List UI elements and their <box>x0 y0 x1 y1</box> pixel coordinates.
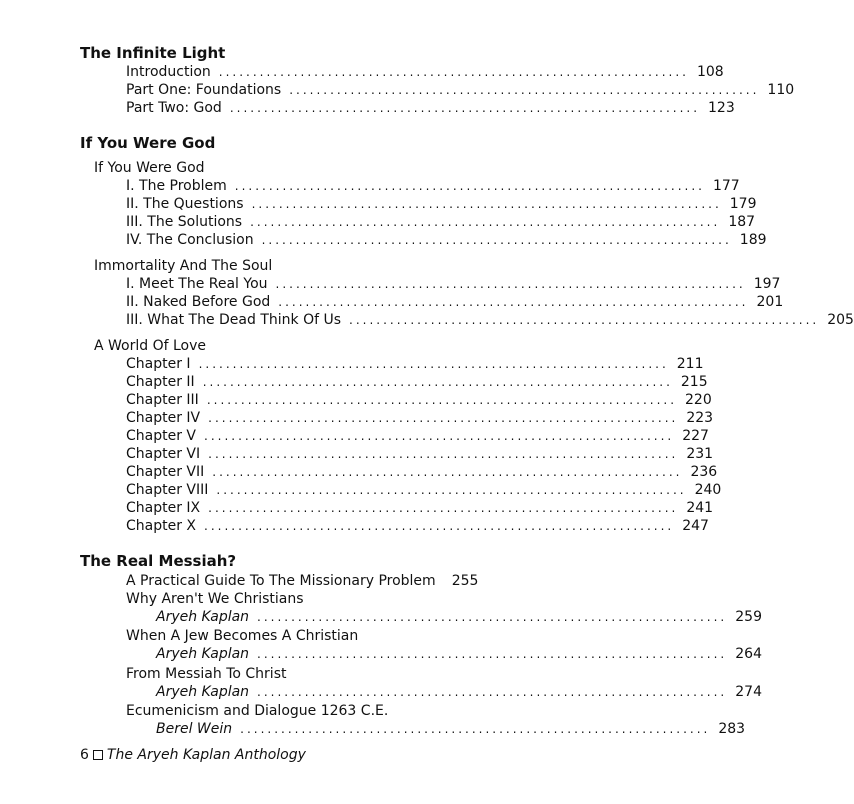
entry-label: Chapter VI <box>126 446 201 462</box>
toc-entry <box>126 63 724 81</box>
entry-label: Part One: Foundations <box>126 82 282 98</box>
page-number: 187 <box>728 214 756 230</box>
leader-dots: ..................................................................... <box>278 295 749 309</box>
toc-entry <box>126 720 746 738</box>
entry-label: A Practical Guide To The Missionary Problem <box>126 573 436 589</box>
entry-label: Chapter VII <box>126 464 205 480</box>
leader-dots: ..................................................................... <box>212 465 683 479</box>
toc-entry <box>126 311 854 329</box>
toc-entry <box>126 195 757 213</box>
toc-entry <box>126 177 740 195</box>
article-title: From Messiah To Christ <box>126 666 287 682</box>
entry-label: Part Two: God <box>126 100 222 116</box>
author-name: Aryeh Kaplan <box>156 646 250 662</box>
leader-dots: ..................................................................... <box>257 647 728 661</box>
section-title-infinite-light: The Infinite Light <box>80 44 226 62</box>
leader-dots: ..................................................................... <box>208 501 679 515</box>
page-number: 241 <box>686 500 714 516</box>
leader-dots: ..................................................................... <box>208 411 679 425</box>
page-number: 189 <box>739 232 767 248</box>
page-number: 201 <box>756 294 784 310</box>
toc-entry <box>126 517 709 535</box>
toc-entry <box>126 645 762 663</box>
leader-dots: ..................................................................... <box>216 483 687 497</box>
entry-label: Chapter II <box>126 374 195 390</box>
leader-dots: ..................................................................... <box>208 447 679 461</box>
page-number: 231 <box>686 446 714 462</box>
toc-entry <box>126 499 714 517</box>
leader-dots: ..................................................................... <box>206 393 678 407</box>
leader-dots: ..................................................................... <box>257 610 728 624</box>
page-footer <box>80 746 306 764</box>
group-title: Immortality And The Soul <box>94 258 273 274</box>
page-number: 211 <box>676 356 704 372</box>
page-number: 240 <box>694 482 722 498</box>
toc-entry <box>126 275 781 293</box>
page-number: 283 <box>718 721 746 737</box>
toc-entry <box>126 213 756 231</box>
footer-page-number: 6 <box>80 747 89 763</box>
group-title: If You Were God <box>94 160 205 176</box>
page-number: 259 <box>735 609 762 625</box>
group-title: A World Of Love <box>94 338 207 354</box>
toc-entry <box>126 355 704 373</box>
article-title: Ecumenicism and Dialogue 1263 C.E. <box>126 703 389 719</box>
page-number: 247 <box>682 518 709 534</box>
page-number: 205 <box>827 312 854 328</box>
toc-entry <box>126 99 735 117</box>
toc-entry <box>126 463 718 481</box>
author-name: Aryeh Kaplan <box>156 684 250 700</box>
section-title-if-you-were-god: If You Were God <box>80 134 216 152</box>
page-number: 264 <box>735 646 762 662</box>
leader-dots: ..................................................................... <box>275 277 746 291</box>
article-title: When A Jew Becomes A Christian <box>126 628 359 644</box>
article-title: Why Aren't We Christians <box>126 591 304 607</box>
leader-dots: ..................................................................... <box>261 233 732 247</box>
page-number: 179 <box>729 196 757 212</box>
author-name: Aryeh Kaplan <box>156 609 250 625</box>
leader-dots: ..................................................................... <box>349 313 820 327</box>
page-number: 236 <box>690 464 718 480</box>
entry-label: II. The Questions <box>126 196 244 212</box>
leader-dots: ..................................................................... <box>234 179 705 193</box>
entry-label: I. The Problem <box>126 178 227 194</box>
page-number: 108 <box>696 64 724 80</box>
page-number: 255 <box>451 573 479 589</box>
page-number: 227 <box>682 428 709 444</box>
leader-dots: ..................................................................... <box>289 83 760 97</box>
footer-book-title: The Aryeh Kaplan Anthology <box>106 747 306 763</box>
entry-label: III. The Solutions <box>126 214 243 230</box>
page-number: 197 <box>753 276 781 292</box>
entry-label: Chapter X <box>126 518 197 534</box>
leader-dots: ..................................................................... <box>202 375 673 389</box>
leader-dots: ..................................................................... <box>257 685 728 699</box>
leader-dots: ..................................................................... <box>251 197 722 211</box>
toc-entry <box>126 81 795 99</box>
toc-entry <box>126 293 784 311</box>
section-title-real-messiah: The Real Messiah? <box>80 552 237 570</box>
toc-entry <box>126 391 712 409</box>
toc-entry <box>126 373 708 391</box>
page-number: 177 <box>712 178 740 194</box>
toc-entry <box>126 572 478 590</box>
leader-dots: ..................................................................... <box>198 357 669 371</box>
entry-label: II. Naked Before God <box>126 294 271 310</box>
toc-entry <box>126 427 709 445</box>
box-ornament-icon <box>93 750 103 760</box>
entry-label: Chapter V <box>126 428 196 444</box>
entry-label: Chapter IX <box>126 500 201 516</box>
entry-label: Chapter III <box>126 392 199 408</box>
page-number: 215 <box>680 374 708 390</box>
leader-dots: ..................................................................... <box>250 215 721 229</box>
leader-dots: ..................................................................... <box>240 722 711 736</box>
toc-entry <box>126 409 714 427</box>
entry-label: Chapter I <box>126 356 191 372</box>
entry-label: III. What The Dead Think Of Us <box>126 312 342 328</box>
page-number: 110 <box>767 82 795 98</box>
entry-label: I. Meet The Real You <box>126 276 268 292</box>
toc-entry <box>126 608 762 626</box>
toc-entry <box>126 231 767 249</box>
page-number: 223 <box>686 410 714 426</box>
leader-dots: ..................................................................... <box>204 429 675 443</box>
author-name: Berel Wein <box>156 721 233 737</box>
leader-dots: ..................................................................... <box>218 65 689 79</box>
page-number: 220 <box>685 392 712 408</box>
leader-dots: ..................................................................... <box>229 101 701 115</box>
entry-label: Chapter IV <box>126 410 201 426</box>
leader-dots: ..................................................................... <box>204 519 675 533</box>
toc-entry <box>126 683 762 701</box>
entry-label: Chapter VIII <box>126 482 209 498</box>
toc-entry <box>126 481 722 499</box>
entry-label: IV. The Conclusion <box>126 232 254 248</box>
page-number: 123 <box>708 100 735 116</box>
page-number: 274 <box>735 684 762 700</box>
entry-label: Introduction <box>126 64 211 80</box>
toc-entry <box>126 445 714 463</box>
